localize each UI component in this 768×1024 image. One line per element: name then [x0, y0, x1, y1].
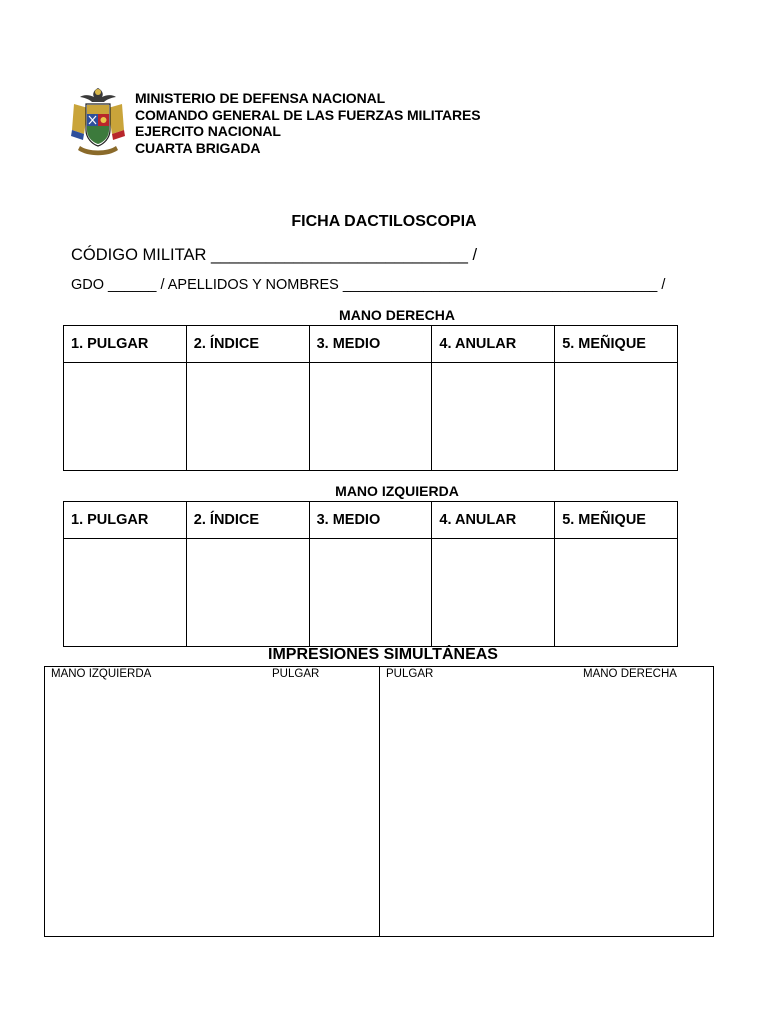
- finger-header: 5. MEÑIQUE: [555, 326, 678, 363]
- org-line-comando: COMANDO GENERAL DE LAS FUERZAS MILITARES: [135, 106, 481, 123]
- fingerprint-box[interactable]: [555, 363, 678, 471]
- finger-header: 1. PULGAR: [64, 326, 187, 363]
- codigo-militar-field[interactable]: CÓDIGO MILITAR ____________________________ /: [71, 246, 478, 264]
- finger-header: 1. PULGAR: [64, 502, 187, 539]
- organization-header: [135, 90, 481, 156]
- fingerprint-box[interactable]: [555, 539, 678, 647]
- finger-header: 5. MEÑIQUE: [555, 502, 678, 539]
- right-hand-caption: MANO DERECHA: [583, 668, 677, 680]
- left-thumb-caption: PULGAR: [272, 668, 320, 680]
- fingerprint-box[interactable]: [432, 363, 555, 471]
- org-line-ministerio: MINISTERIO DE DEFENSA NACIONAL: [135, 90, 386, 106]
- simultaneas-divider: [379, 667, 380, 936]
- simultaneas-box[interactable]: [44, 666, 714, 937]
- finger-header: 4. ANULAR: [432, 502, 555, 539]
- fingerprint-box[interactable]: [309, 363, 432, 471]
- fingerprint-box[interactable]: [432, 539, 555, 647]
- finger-header: 2. ÍNDICE: [186, 502, 309, 539]
- finger-header: 4. ANULAR: [432, 326, 555, 363]
- gdo-nombres-field[interactable]: GDO ______ / APELLIDOS Y NOMBRES _______________________________________ /: [71, 277, 666, 293]
- mano-derecha-table: [63, 325, 678, 471]
- mano-izquierda-label: MANO IZQUIERDA: [335, 483, 459, 499]
- fingerprint-box[interactable]: [186, 539, 309, 647]
- fingerprint-box[interactable]: [186, 363, 309, 471]
- mano-derecha-label: MANO DERECHA: [339, 307, 455, 323]
- org-line-brigada: CUARTA BRIGADA: [135, 139, 261, 156]
- finger-header: 3. MEDIO: [309, 326, 432, 363]
- org-line-ejercito: EJERCITO NACIONAL: [135, 123, 281, 139]
- finger-header: 3. MEDIO: [309, 502, 432, 539]
- fingerprint-box[interactable]: [309, 539, 432, 647]
- simultaneas-title: IMPRESIONES SIMULTÁNEAS: [268, 646, 498, 663]
- fingerprint-box[interactable]: [64, 539, 187, 647]
- page-title: FICHA DACTILOSCOPIA: [291, 213, 477, 230]
- fingerprint-box[interactable]: [64, 363, 187, 471]
- coat-of-arms-icon: [70, 86, 126, 158]
- right-thumb-caption: PULGAR: [386, 668, 434, 680]
- left-hand-caption: MANO IZQUIERDA: [51, 668, 152, 680]
- finger-header: 2. ÍNDICE: [186, 326, 309, 363]
- mano-izquierda-table: [63, 501, 678, 647]
